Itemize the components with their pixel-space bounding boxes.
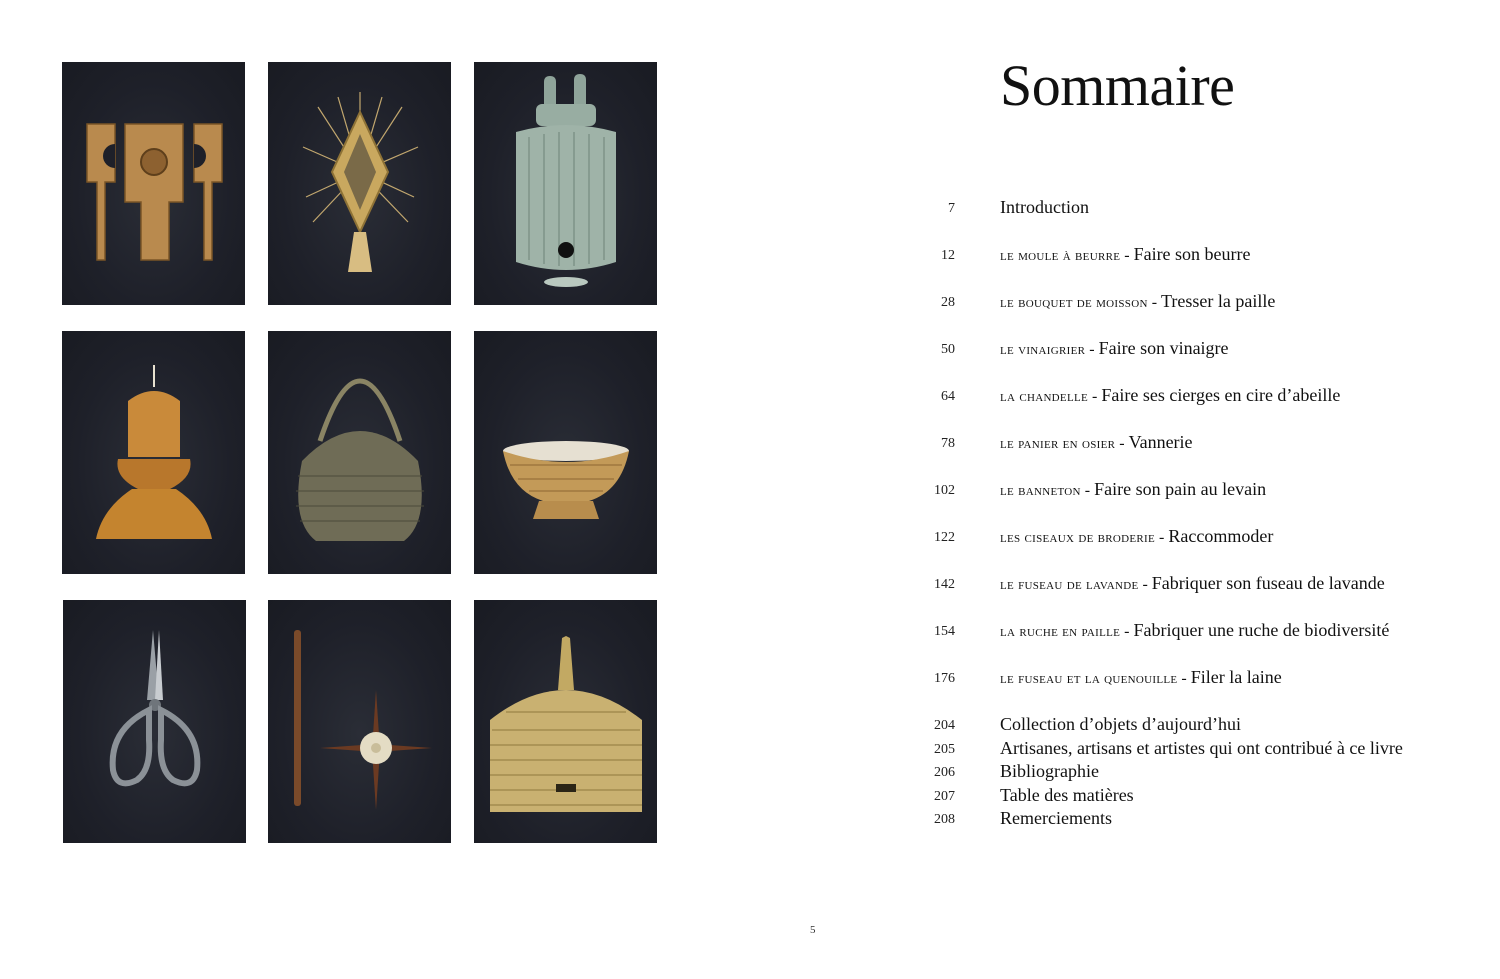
- toc-page-number: 142: [934, 577, 955, 592]
- toc-label: Remerciements: [1000, 808, 1112, 828]
- toc-object-name: le vinaigrier: [1000, 342, 1086, 358]
- toc-object-name: les ciseaux de broderie: [1000, 530, 1156, 546]
- toc-entry[interactable]: [900, 667, 1460, 691]
- toc-activity: Faire son pain au levain: [1094, 479, 1267, 499]
- toc-label: [1000, 244, 1251, 265]
- vinegar-jar-icon: [474, 62, 657, 305]
- toc-entry[interactable]: [900, 385, 1460, 409]
- toc-activity: Faire ses cierges en cire d’abeille: [1101, 385, 1341, 405]
- toc-page-number: 64: [941, 389, 955, 404]
- toc-activity: Faire son beurre: [1133, 244, 1251, 264]
- toc-page-number: 122: [934, 530, 955, 545]
- toc-object-name: le moule à beurre: [1000, 248, 1121, 264]
- toc-label: [1000, 479, 1266, 500]
- toc-entry[interactable]: [900, 620, 1460, 644]
- toc-entry[interactable]: [900, 808, 1460, 832]
- toc-label: Introduction: [1000, 197, 1089, 217]
- toc-separator: -: [1115, 435, 1129, 452]
- toc-page-number: 204: [934, 718, 955, 733]
- toc-object-name: le bouquet de moisson: [1000, 295, 1148, 311]
- toc-label: [1000, 291, 1275, 312]
- toc-entry[interactable]: [900, 244, 1460, 268]
- toc-page-number: 78: [941, 436, 955, 451]
- toc-separator: -: [1147, 294, 1162, 311]
- toc-entry[interactable]: [900, 291, 1460, 315]
- toc-page-number: 102: [934, 483, 955, 498]
- photo-harvest-bouquet: [268, 62, 451, 305]
- toc-object-name: le banneton: [1000, 483, 1081, 499]
- toc-separator: -: [1080, 482, 1095, 499]
- photo-vinegar-jar: [474, 62, 657, 305]
- toc-page-number: 206: [934, 765, 955, 780]
- page-title: Sommaire: [1000, 53, 1235, 118]
- toc-activity: Fabriquer son fuseau de lavande: [1151, 573, 1385, 593]
- toc-label: Collection d’objets d’aujourd’hui: [1000, 714, 1241, 734]
- toc-label: [1000, 338, 1229, 359]
- toc-entry[interactable]: [900, 761, 1460, 785]
- toc-label: Bibliographie: [1000, 761, 1099, 781]
- toc-page-number: 176: [934, 671, 955, 686]
- page-number: 5: [810, 924, 816, 936]
- toc-entry[interactable]: [900, 738, 1460, 762]
- toc-page-number: 12: [941, 248, 955, 263]
- table-of-contents: [900, 0, 1460, 979]
- toc-activity: Fabriquer une ruche de biodiversité: [1133, 620, 1390, 640]
- photo-scissors: [63, 600, 246, 843]
- spindle-icon: [268, 600, 451, 843]
- scissors-icon: [63, 600, 246, 843]
- photo-straw-beehive: [474, 600, 657, 843]
- harvest-bouquet-icon: [268, 62, 451, 305]
- toc-entry[interactable]: [900, 197, 1460, 221]
- toc-label: Table des matières: [1000, 785, 1134, 805]
- photo-candle: [62, 331, 245, 574]
- toc-label: [1000, 620, 1389, 641]
- photo-banneton: [474, 331, 657, 574]
- toc-label: [1000, 667, 1282, 688]
- toc-page-number: 208: [934, 812, 955, 827]
- toc-label: [1000, 526, 1273, 547]
- toc-entry[interactable]: [900, 479, 1460, 503]
- butter-mold-icon: [62, 62, 245, 305]
- photo-spindle: [268, 600, 451, 843]
- toc-entry[interactable]: [900, 573, 1460, 597]
- toc-separator: -: [1120, 247, 1134, 264]
- toc-object-name: la ruche en paille: [1000, 624, 1121, 640]
- toc-separator: -: [1155, 529, 1169, 546]
- wicker-basket-icon: [268, 331, 451, 574]
- toc-object-name: le fuseau et la quenouille: [1000, 671, 1178, 687]
- toc-separator: -: [1088, 388, 1102, 405]
- candle-icon: [62, 331, 245, 574]
- banneton-icon: [474, 331, 657, 574]
- toc-entry[interactable]: [900, 714, 1460, 738]
- toc-label: [1000, 432, 1193, 453]
- toc-activity: Faire son vinaigre: [1098, 338, 1229, 358]
- toc-object-name: le panier en osier: [1000, 436, 1116, 452]
- toc-activity: Vannerie: [1128, 432, 1193, 452]
- toc-label: Artisanes, artisans et artistes qui ont contribué à ce livre: [1000, 738, 1403, 758]
- toc-separator: -: [1085, 341, 1099, 358]
- toc-entry[interactable]: [900, 432, 1460, 456]
- toc-page-number: 50: [941, 342, 955, 357]
- toc-separator: -: [1120, 623, 1134, 640]
- toc-entry[interactable]: [900, 785, 1460, 809]
- toc-label: [1000, 385, 1340, 406]
- toc-entry[interactable]: [900, 338, 1460, 362]
- toc-page-number: 205: [934, 742, 955, 757]
- toc-entry[interactable]: [900, 526, 1460, 550]
- toc-activity: Raccommoder: [1168, 526, 1274, 546]
- toc-page-number: 28: [941, 295, 955, 310]
- straw-beehive-icon: [474, 600, 657, 843]
- toc-page-number: 7: [948, 201, 955, 216]
- toc-object-name: le fuseau de lavande: [1000, 577, 1139, 593]
- toc-activity: Tresser la paille: [1161, 291, 1276, 311]
- toc-activity: Filer la laine: [1190, 667, 1282, 687]
- toc-object-name: la chandelle: [1000, 389, 1089, 405]
- toc-page-number: 207: [934, 789, 955, 804]
- photo-wicker-basket: [268, 331, 451, 574]
- toc-label: [1000, 573, 1385, 594]
- photo-butter-mold: [62, 62, 245, 305]
- toc-separator: -: [1177, 670, 1191, 687]
- toc-separator: -: [1138, 576, 1152, 593]
- toc-page-number: 154: [934, 624, 955, 639]
